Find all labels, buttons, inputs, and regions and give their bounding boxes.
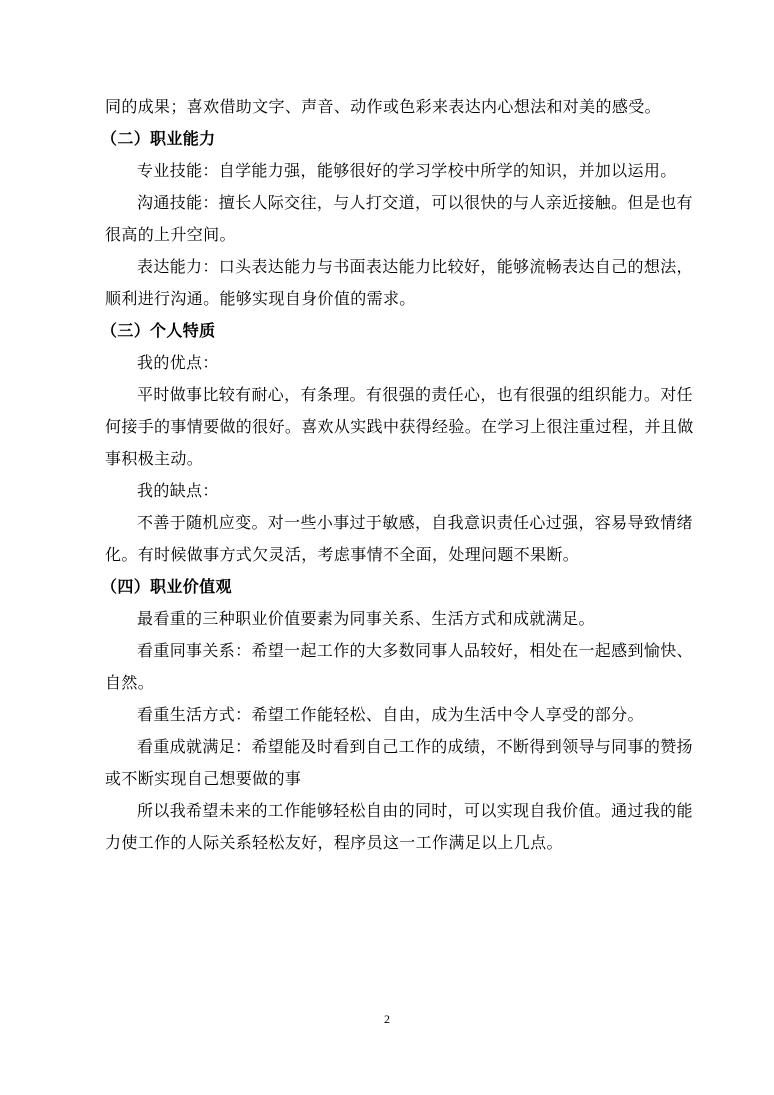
text-line: 看重生活方式：希望工作能轻松、自由，成为生活中令人享受的部分。 bbox=[137, 705, 644, 724]
text-line: 我的优点： bbox=[137, 353, 219, 372]
text-line: 化。有时候做事方式欠灵活，考虑事情不全面，处理问题不果断。 bbox=[105, 545, 580, 564]
text-line: 专业技能：自学能力强，能够很好的学习学校中所学的知识，并加以运用。 bbox=[137, 161, 677, 180]
text-line: 最看重的三种职业价值要素为同事关系、生活方式和成就满足。 bbox=[137, 609, 595, 628]
section-heading: （三）个人特质 bbox=[101, 321, 216, 340]
document-body bbox=[101, 91, 694, 859]
text-line: 顺利进行沟通。能够实现自身价值的需求。 bbox=[105, 289, 416, 308]
text-line: 不善于随机应变。对一些小事过于敏感，自我意识责任心过强，容易导致情绪 bbox=[137, 513, 693, 532]
text-line: 自然。 bbox=[105, 673, 155, 692]
text-line: 表达能力：口头表达能力与书面表达能力比较好，能够流畅表达自己的想法， bbox=[137, 257, 693, 276]
section-heading: （四）职业价值观 bbox=[101, 577, 232, 596]
text-line: 力使工作的人际关系轻松友好，程序员这一工作满足以上几点。 bbox=[105, 833, 563, 852]
text-line: 事积极主动。 bbox=[105, 449, 204, 468]
text-line: 沟通技能：擅长人际交往，与人打交道，可以很快的与人亲近接触。但是也有 bbox=[137, 193, 693, 212]
text-line: 看重同事关系：希望一起工作的大多数同事人品较好，相处在一起感到愉快、 bbox=[137, 641, 693, 660]
text-line: 所以我希望未来的工作能够轻松自由的同时，可以实现自我价值。通过我的能 bbox=[137, 801, 693, 820]
text-line: 何接手的事情要做的很好。喜欢从实践中获得经验。在学习上很注重过程，并且做 bbox=[105, 417, 694, 436]
text-line: 我的缺点： bbox=[137, 481, 219, 500]
section-heading: （二）职业能力 bbox=[101, 129, 216, 148]
text-line: 或不断实现自己想要做的事 bbox=[105, 769, 302, 788]
text-line: 平时做事比较有耐心，有条理。有很强的责任心，也有很强的组织能力。对任 bbox=[137, 385, 693, 404]
text-line: 同的成果；喜欢借助文字、声音、动作或色彩来表达内心想法和对美的感受。 bbox=[105, 97, 661, 116]
text-line: 看重成就满足：希望能及时看到自己工作的成绩，不断得到领导与同事的赞扬 bbox=[137, 737, 693, 756]
text-line: 很高的上升空间。 bbox=[105, 225, 236, 244]
page-number: 2 bbox=[384, 1012, 390, 1026]
